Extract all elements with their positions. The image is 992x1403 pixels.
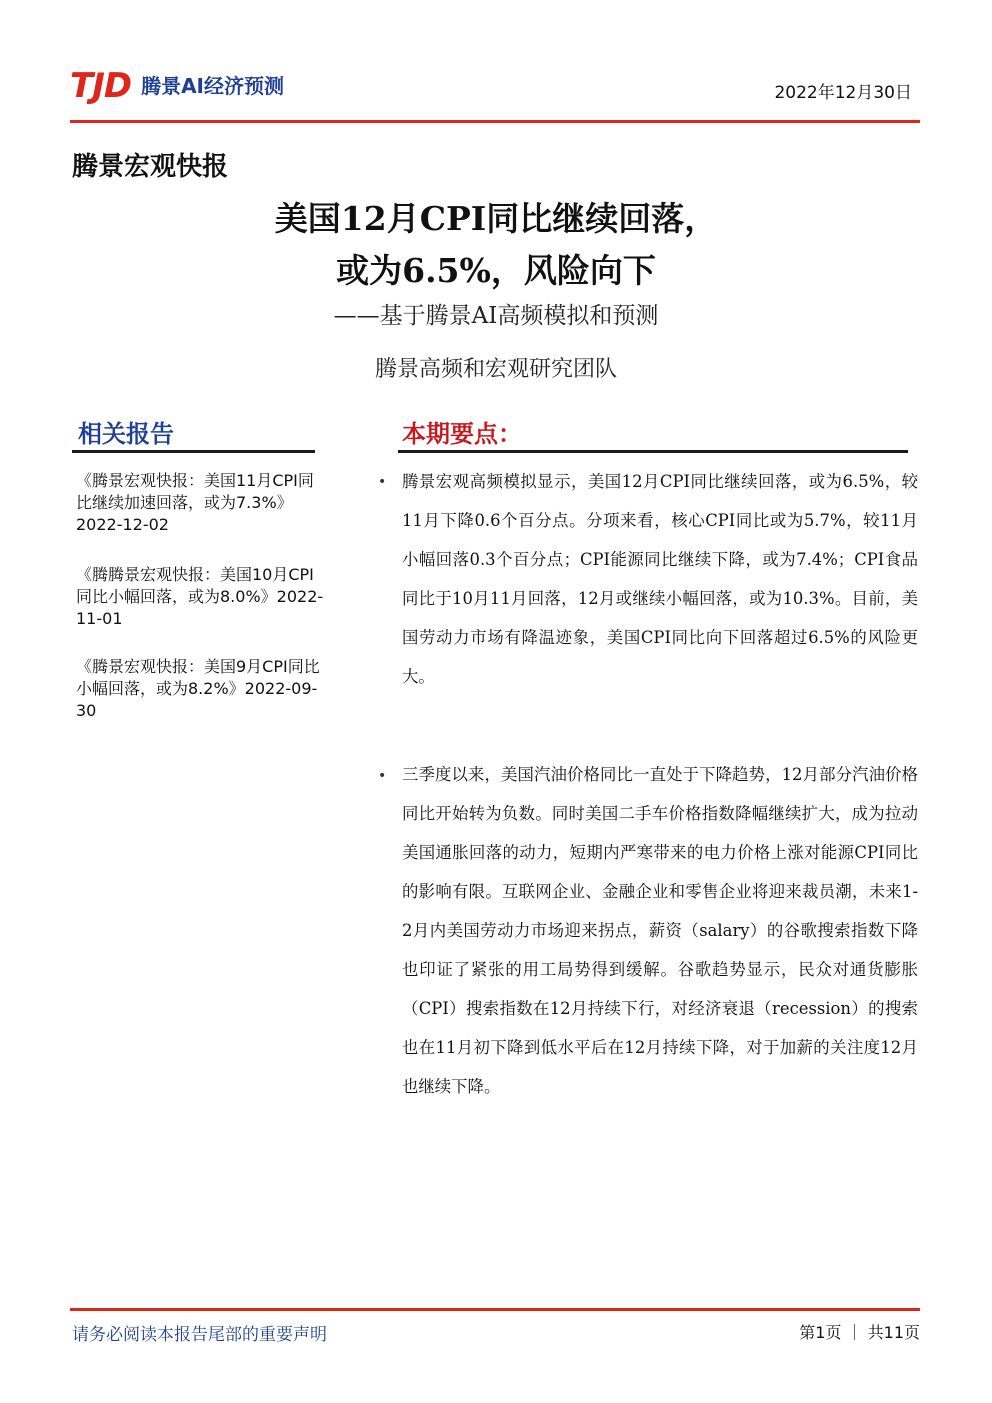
logo-mark: TJD	[70, 66, 132, 106]
related-report-item[interactable]: 《腾景宏观快报：美国9月CPI同比小幅回落，或为8.2%》2022-09-30	[76, 657, 320, 720]
key-point-paragraph: 三季度以来，美国汽油价格同比一直处于下降趋势，12月部分汽油价格同比开始转为负数。同时美国二手车价格指数降幅继续扩大，成为拉动美国通胀回落的动力，短期内严寒带来的电力价格上涨对能源CPI同比的影响有限。互联网企业、金融企业和零售企业将迎来裁员潮，未来1-2月内美国劳动力市场迎来拐点，薪资（salary）的谷歌搜索指数下降也印证了紧张的用工局势得到缓解。谷歌趋势显示，民众对通货膨胀（CPI）搜索指数在12月持续下行，对经济衰退（recession）的搜索也在11月初下降到低水平后在12月持续下降，对于加薪的关注度12月也继续下降。	[402, 765, 918, 1096]
related-report-item[interactable]: 《腾腾景宏观快报：美国10月CPI同比小幅回落，或为8.0%》2022-11-01	[76, 565, 324, 628]
related-reports-heading: 相关报告	[78, 419, 174, 448]
report-date: 2022年12月30日	[774, 83, 912, 103]
page-number: 第1页 ｜ 共11页	[799, 1323, 920, 1342]
header-divider	[70, 120, 920, 123]
report-title-line1: 美国12月CPI同比继续回落，	[274, 199, 718, 238]
report-subtitle: ——基于腾景AI高频模拟和预测	[333, 303, 659, 329]
related-report-item[interactable]: 《腾景宏观快报：美国11月CPI同比继续加速回落，或为7.3%》2022-12-02	[76, 471, 314, 534]
report-series-label: 腾景宏观快报	[72, 152, 229, 182]
key-points-divider	[398, 450, 908, 453]
key-point-paragraph: 腾景宏观高频模拟显示，美国12月CPI同比继续回落，或为6.5%，较11月下降0.6个百分点。分项来看，核心CPI同比或为5.7%，较11月小幅回落0.3个百分点；CPI能源同比继续下降，或为7.4%；CPI食品同比于10月11月回落，12月或继续小幅回落，或为10.3%。目前，美国劳动力市场有降温迹象，美国CPI同比向下回落超过6.5%的风险更大。	[402, 472, 918, 686]
bullet-marker: •	[378, 768, 387, 784]
company-logo	[70, 66, 284, 106]
related-reports-divider	[72, 450, 315, 453]
key-points-heading: 本期要点：	[402, 419, 522, 448]
footer-disclaimer: 请务必阅读本报告尾部的重要声明	[72, 1325, 327, 1345]
bullet-marker: •	[378, 474, 387, 490]
research-team: 腾景高频和宏观研究团队	[374, 357, 617, 382]
logo-text: 腾景AI经济预测	[141, 74, 284, 98]
report-title-line2: 或为6.5%，风险向下	[336, 251, 656, 290]
footer-divider	[70, 1308, 920, 1311]
